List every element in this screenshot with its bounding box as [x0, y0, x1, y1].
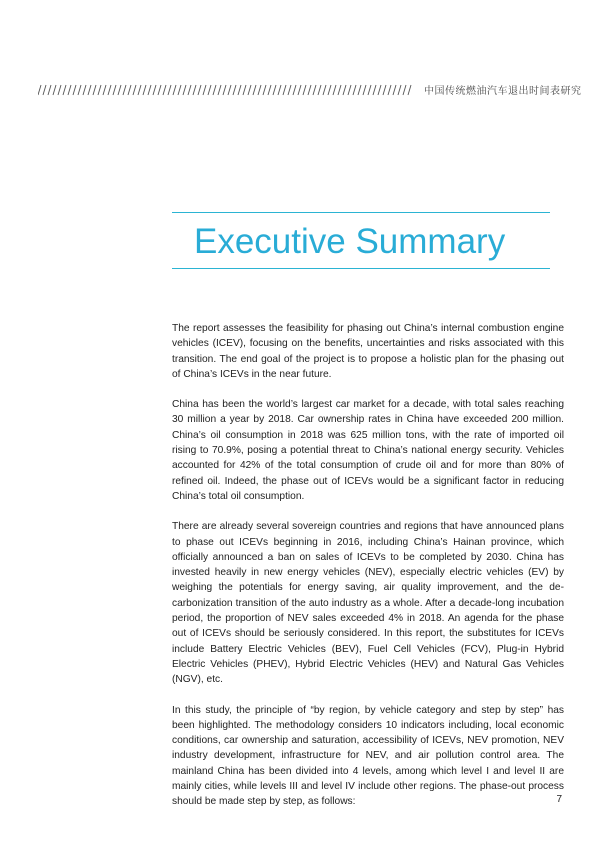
hatch-stroke	[38, 85, 41, 95]
hatch-stroke	[198, 85, 201, 95]
hatch-stroke	[248, 85, 251, 95]
hatch-stroke	[78, 85, 81, 95]
hatch-stroke	[338, 85, 341, 95]
paragraph: In this study, the principle of “by region, by vehicle category and step by step” has been highlighted. The methodology considers 10 indicators including, local economic conditions, car ownership and saturation, accessibility of ICEVs, NEV promotion, NEV industry development, infrastructure for NEV, and air pollution control area. The mainland China has been divided into 4 levels, among which level I and level II are mainly cities, while levels III and level IV include other regions. The phase-out process should be made step by step, as follows:	[172, 704, 564, 808]
hatch-stroke	[403, 85, 406, 95]
hatch-stroke	[368, 85, 371, 95]
hatch-stroke	[253, 85, 256, 95]
hatch-stroke	[398, 85, 401, 95]
hatch-stroke	[98, 85, 101, 95]
hatch-stroke	[168, 85, 171, 95]
hatch-stroke	[238, 85, 241, 95]
page-number: 7	[556, 794, 562, 805]
hatch-stroke	[183, 85, 186, 95]
hatch-stroke	[113, 85, 116, 95]
hatch-stroke	[223, 85, 226, 95]
hatch-stroke	[203, 85, 206, 95]
hatch-stroke	[148, 85, 151, 95]
hatch-stroke	[63, 85, 66, 95]
title-rule-bottom	[172, 268, 550, 269]
hatch-stroke	[143, 85, 146, 95]
hatch-stroke	[53, 85, 56, 95]
hatch-stroke	[178, 85, 181, 95]
hatch-stroke	[278, 85, 281, 95]
hatch-stroke	[348, 85, 351, 95]
hatch-stroke	[228, 85, 231, 95]
hatch-stroke	[318, 85, 321, 95]
hatch-stroke	[103, 85, 106, 95]
hatch-stroke	[258, 85, 261, 95]
hatch-stroke	[93, 85, 96, 95]
hatch-stroke	[308, 85, 311, 95]
hatch-stroke	[188, 85, 191, 95]
hatch-stroke	[138, 85, 141, 95]
hatch-stroke	[88, 85, 91, 95]
hatch-stroke	[313, 85, 316, 95]
hatch-stroke	[158, 85, 161, 95]
hatch-stroke	[263, 85, 266, 95]
hatch-stroke	[58, 85, 61, 95]
hatch-stroke	[133, 85, 136, 95]
hatch-stroke	[378, 85, 381, 95]
hatch-stroke	[343, 85, 346, 95]
hatch-stroke	[288, 85, 291, 95]
body-text	[172, 321, 564, 825]
hatch-stroke	[298, 85, 301, 95]
paragraph: There are already several sovereign countries and regions that have announced plans to phase out ICEVs beginning in 2016, including China’s Hainan province, which officially announced a ban on sales of ICEVs to be completed by 2030. China has invested heavily in new energy vehicles (NEV), especially electric vehicles (EV) by weighing the potentials for energy saving, air quality improvement, and the de-carbonization transition of the auto industry as a whole. After a decade-long incubation period, the proportion of NEV sales exceeded 4% in 2018. An agenda for the phase out of ICEVs should be seriously considered. In this report, the substitutes for ICEVs include Battery Electric Vehicles (BEV), Fuel Cell Vehicles (FCV), Plug-in Hybrid Electric Vehicles (PHEV), Hybrid Electric Vehicles (HEV) and Natural Gas Vehicles (NGV), etc.	[172, 521, 564, 686]
hatch-stroke	[43, 85, 46, 95]
hatch-stroke	[293, 85, 296, 95]
hatch-stroke	[268, 85, 271, 95]
hatch-stroke	[383, 85, 386, 95]
paragraph: The report assesses the feasibility for phasing out China’s internal combustion engine vehicles (ICEV), focusing on the benefits, uncertainties and risks associated with this transition. The end goal of the project is to propose a holistic plan for the phasing out of China’s ICEVs in the near future.	[172, 323, 564, 380]
hatch-stroke	[208, 85, 211, 95]
hatch-stroke	[123, 85, 126, 95]
hatch-stroke	[218, 85, 221, 95]
hatch-stroke	[108, 85, 111, 95]
hatch-stroke	[303, 85, 306, 95]
hatch-stroke	[73, 85, 76, 95]
hatch-stroke	[273, 85, 276, 95]
hatch-stroke	[128, 85, 131, 95]
hatch-stroke	[118, 85, 121, 95]
hatch-stroke	[363, 85, 366, 95]
hatch-stroke	[243, 85, 246, 95]
hatch-stroke	[323, 85, 326, 95]
hatch-stroke	[358, 85, 361, 95]
hatch-stroke	[83, 85, 86, 95]
page-title: Executive Summary	[194, 222, 506, 261]
hatch-stroke	[333, 85, 336, 95]
header-hatch-decoration	[38, 84, 413, 96]
hatch-stroke	[408, 85, 411, 95]
hatch-stroke	[233, 85, 236, 95]
hatch-stroke	[353, 85, 356, 95]
paragraph: China has been the world’s largest car market for a decade, with total sales reaching 30 million a year by 2018. Car ownership rates in China have exceeded 200 million. China’s oil consumption in 2018 was 625 million tons, with the rate of imported oil rising to 70.9%, posing a potential threat to China’s national energy security. Vehicles accounted for 42% of the total consumption of crude oil and for more than 80% of refined oil. Indeed, the phase out of ICEVs would be a significant factor in reducing China’s total oil consumption.	[172, 399, 564, 502]
hatch-stroke	[393, 85, 396, 95]
hatch-stroke	[193, 85, 196, 95]
hatch-stroke	[213, 85, 216, 95]
hatch-stroke	[173, 85, 176, 95]
hatch-stroke	[153, 85, 156, 95]
title-rule-top	[172, 212, 550, 213]
hatch-stroke	[328, 85, 331, 95]
hatch-stroke	[283, 85, 286, 95]
hatch-stroke	[163, 85, 166, 95]
hatch-stroke	[68, 85, 71, 95]
hatch-stroke	[388, 85, 391, 95]
running-header-title: 中国传统燃油汽车退出时间表研究	[424, 86, 582, 97]
hatch-stroke	[373, 85, 376, 95]
hatch-stroke	[48, 85, 51, 95]
